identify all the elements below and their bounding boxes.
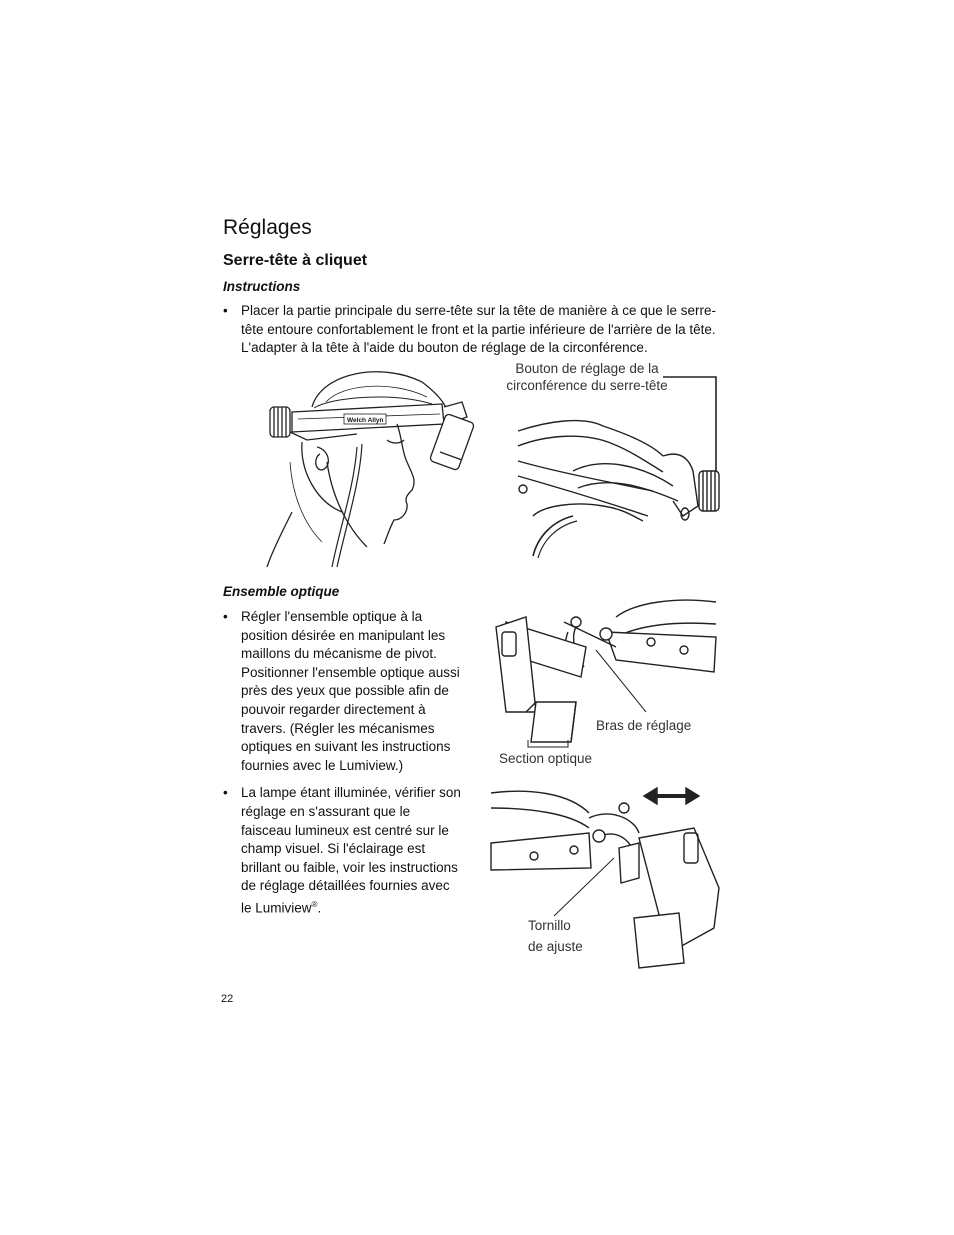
section-heading: Serre-tête à cliquet [223,252,368,269]
adjustment-screw-illustration [489,778,734,976]
page-title: Réglages [223,216,312,239]
headband-on-head-illustration [262,362,487,567]
label-adjustment-arm: Bras de réglage [596,718,692,733]
optics-bullet-1: Régler l'ensemble optique à la position désirée en manipulant les maillons du mécanisme de pivot. Positionner l'ensemble optique aussi près des yeux que possible afin de pouvoir regarder directement à travers. (Régler les mécanismes optiques en suivant les instructions fournies avec le Lumiview.) [241,609,460,773]
optics-bullet-2: La lampe étant illuminée, vérifier son réglage en s'assurant que le faisceau lumineux est centré sur le champ visuel. Si l'éclairage est brillant ou faible, voir les instructions de réglage détaillées fournies avec le Lumiview®. [241,785,461,916]
welch-allyn-logo: Welch Allyn [347,417,384,424]
optics-heading: Ensemble optique [223,584,340,599]
callout-line-1: Bouton de réglage de la [515,361,659,376]
optical-section-illustration [486,592,721,762]
instructions-text: Placer la partie principale du serre-tête sur la tête de manière à ce que le serre-tête entoure confortablement le front et la partie inférieure de l'arrière de la tête. L'adapter à la tête à l'aide du bouton de réglage de la circonférence. [241,303,716,356]
list-item [223,608,463,775]
label-optical-section: Section optique [499,751,593,766]
callout-line-2: circonférence du serre-tête [506,378,668,393]
screw-label-line-1: Tornillo [528,918,571,933]
screw-label-line-2: de ajuste [528,939,583,954]
label-adjustment-screw [528,915,583,957]
instructions-heading: Instructions [223,279,301,294]
page-number: 22 [221,993,234,1005]
list-item [223,784,463,918]
optics-list [223,608,463,918]
instructions-list [223,302,733,358]
bullet-mark: • [223,303,228,318]
list-item [223,302,733,358]
bullet-mark: • [223,785,228,801]
bullet-mark: • [223,609,228,624]
headband-knob-illustration [513,376,728,561]
